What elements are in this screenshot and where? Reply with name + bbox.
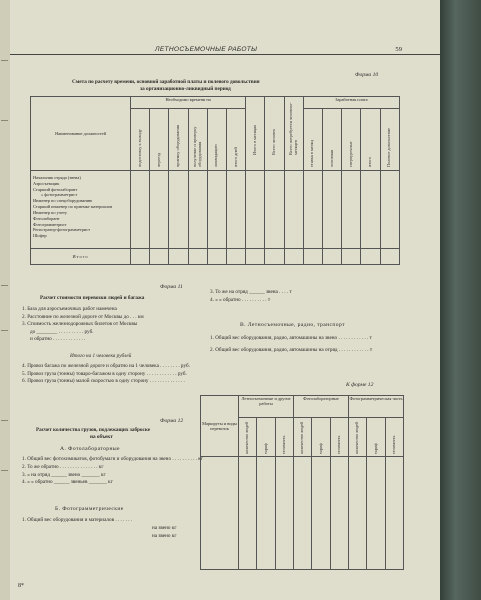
col-time-1: переезд [150, 109, 169, 171]
list-item: до ________ . . . . . . . . . . руб. [30, 328, 94, 335]
col-time-5: итого дней [227, 109, 246, 171]
list-item: 4. » » обратно ______ звеньев _______ кг [22, 479, 113, 486]
col-pay-1: основная [323, 109, 342, 171]
total-row-label: Итого [31, 249, 131, 265]
col-group-time: Необходимо времени на [131, 97, 246, 109]
form12-label: Форма 12 [160, 418, 184, 424]
form12-title-2: на объект [90, 434, 113, 440]
form10-label: Форма 10 [355, 72, 379, 78]
table-row: Старший фотолаборант [33, 186, 78, 192]
list-item: и обратно . . . . . . . . . . . . . [30, 336, 86, 343]
list-item: 1. Общий вес фотохимикатов, фотобумаги и оборудования на звено . . . . . . . . . . кг [22, 456, 203, 462]
col-pay-3: итого [361, 109, 380, 171]
col-time-0: подготовку к выходу [131, 109, 150, 171]
form11-title: Расчет стоимости перевозки людей и багажа [40, 295, 145, 301]
form12-items-b [22, 517, 176, 540]
document-page [10, 0, 440, 600]
table-row: Шофер [33, 233, 47, 239]
per-person-total: Итого на 1 человека рублей [70, 353, 132, 359]
col-header-name: Наименование должностей [31, 97, 131, 171]
list-item: 2. Общий вес оборудования, радио, автомашины на отряд . . . . . . . . . . . . т [210, 346, 373, 353]
list-item: 2. То же обратно . . . . . . . . . . . . . . . кг [22, 463, 104, 470]
to-form12-label: К форме 12 [346, 382, 374, 388]
table-row: Аэросъемщик [33, 180, 60, 186]
col-group-0: Летносъемочные и другие работы [239, 396, 294, 418]
form11-items [22, 306, 144, 344]
col-group-2: Фотограмметрическая часть [348, 396, 403, 418]
list-item: на звено кг [152, 532, 177, 539]
table-row: Инженер по спецоборудованию [33, 198, 93, 204]
section-v-title: В. Летносъемочные, радио, транспорт [240, 322, 345, 328]
col-pay-2: сверхурочные [342, 109, 361, 171]
col-header-man-months: Всего потребуется человеко-месяцев [284, 97, 303, 171]
table-row: Фотолаборант [33, 215, 60, 221]
table-row: Старший инженер по приемке материалов [33, 204, 113, 210]
list-item: 3. » на отряд ______ звено _______ кг [22, 471, 106, 478]
list-item: 5. Провоз груза (тонны) товаро-багажом в одну сторону . . . . . . . . . . . . руб. [22, 370, 187, 377]
form11-label: Форма 11 [160, 284, 183, 290]
col-group-1: Фотолабораторные [293, 396, 348, 418]
col-group-pay: Заработная плата [303, 97, 399, 109]
col-pay-0: ставка в месяц [303, 109, 322, 171]
table-row: Начальник отряда (звена) [33, 175, 81, 180]
col-time-2: приемку оборудования [169, 109, 188, 171]
page-number: 59 [395, 46, 402, 53]
form10-title-1: Смета по расчету времени, основной заработной платы и полевого довольствия [72, 79, 260, 85]
table-row: Инженер по учету [33, 209, 68, 215]
list-item: 4. » » обратно . . . . . . . . . . т [210, 297, 271, 304]
form10-title-2: за организационно-ликвидный период [140, 86, 231, 92]
form10-table [30, 96, 400, 265]
form12-section-b: Б. Фотограмметрические [55, 506, 124, 512]
list-item: 3. Стоимость железнодорожных билетов от Москвы [22, 321, 138, 328]
list-item: на звено кг [152, 524, 177, 531]
header-title: ЛЕТНОСЪЕМОЧНЫЕ РАБОТЫ [155, 46, 258, 53]
form12-items-a [22, 456, 203, 487]
form12-title-1: Расчет количества грузов, подлежащих заброске [36, 427, 150, 433]
list-item: 4. Провоз багажа по железной дороге и обратно на 1 человека . . . . . . . . руб. [22, 363, 190, 369]
table-row: » фотограмметрист [41, 192, 78, 198]
list-item: 3. То же на отряд ______ звена . . . . т [210, 289, 292, 295]
table-row: Фотограмметрист [33, 221, 67, 227]
table-row: Регистратор-фотограмметрист [33, 227, 91, 233]
col-header-months: Итого в месяцах [246, 97, 265, 171]
running-header [10, 44, 440, 55]
list-item: 2. Расстояние по железной дороге от Москвы до . . . км [22, 313, 144, 320]
right-col-items [210, 288, 292, 305]
col-time-4: ликвидацию [207, 109, 226, 171]
row-labels [31, 171, 131, 249]
section-v-items [210, 335, 372, 355]
footer-mark: 8* [18, 583, 24, 589]
list-item: 1. Общий вес оборудования, радио, автомашины на звено . . . . . . . . . . . . т [210, 335, 372, 341]
col-pay-4: Полевое довольствие [380, 109, 399, 171]
book-spine [438, 0, 481, 600]
to-form12-table: Маршруты и виды перевозок Летносъемочные и другие работы Фотолабораторные Фотограмметрическая часть количество людей тариф стоимость количество людей тариф стоимость количество людей тариф стоимость [200, 395, 404, 570]
col-header-route: Маршруты и виды перевозок [201, 396, 239, 457]
previous-page-edge [0, 0, 10, 600]
list-item: 1. База для аэросъемочных работ намечена [22, 306, 117, 312]
form11-items2 [22, 363, 190, 386]
col-time-3: получение и проверку оборудования [188, 109, 207, 171]
list-item: 6. Провоз груза (тонны) малой скоростью в одну сторону . . . . . . . . . . . . . . [22, 378, 185, 385]
form12-section-a: А. Фотолабораторные [60, 446, 120, 452]
col-header-people: Всего человек [265, 97, 284, 171]
list-item: 1. Общий вес оборудования и материалов . . . . . . . [22, 517, 133, 523]
